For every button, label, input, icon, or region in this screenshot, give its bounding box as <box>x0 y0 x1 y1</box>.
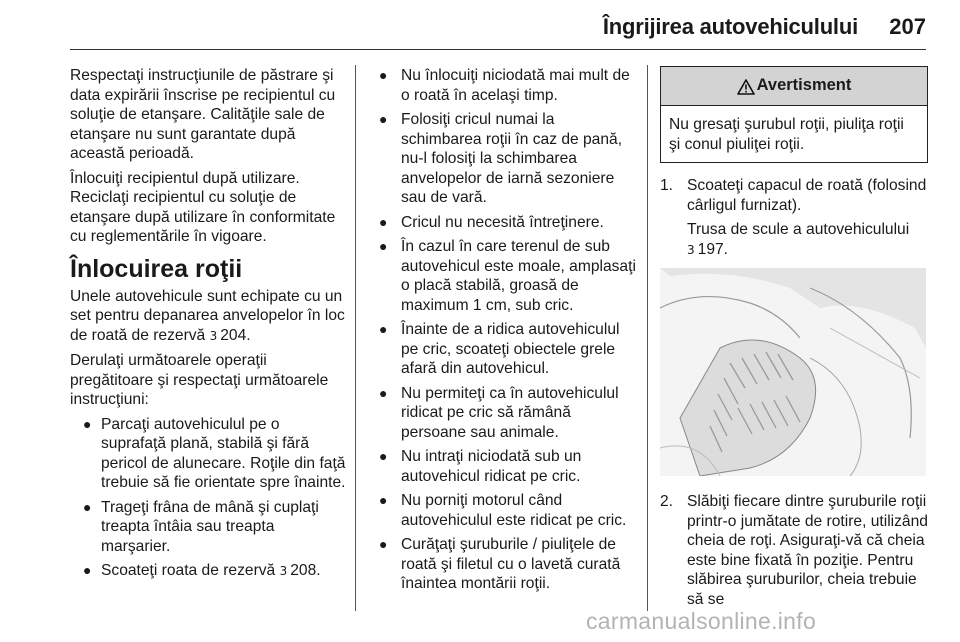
bullet-icon: ● <box>379 111 388 127</box>
page-reference-icon: 3 <box>687 242 695 257</box>
list-item: ● Nu înlocuiţi niciodată mai mult de o roată în acelaşi timp. <box>379 67 630 104</box>
list-item: ● Trageţi frâna de mână şi cuplaţi treapta întâia sau treapta marşarier. <box>83 498 319 555</box>
warning-header <box>661 67 927 106</box>
warning-triangle-icon <box>737 79 755 95</box>
warning-box <box>660 66 928 163</box>
prep-bullet-list <box>70 415 346 582</box>
bullet-icon: ● <box>379 536 388 552</box>
list-item: ● Cricul nu necesită întreţinere. <box>379 213 604 231</box>
list-item: ● Înainte de a ridica autovehiculul pe cric, scoateţi obiectele grele afară din autovehicul. <box>379 321 620 377</box>
column-2 <box>371 66 637 599</box>
watermark: carmanualsonline.info <box>586 608 817 634</box>
bullet-icon: ● <box>379 67 388 83</box>
wheel-drawing <box>660 268 926 476</box>
repair-kit-paragraph <box>70 287 346 347</box>
page-reference-icon: 3 <box>279 564 288 578</box>
bullet-icon: ● <box>83 562 92 578</box>
bullet-icon: ● <box>379 448 388 464</box>
step-text: Slăbiţi fiecare dintre şuruburile roţii printr-o jumătate de rotire, utilizând cheia de roţi. Asiguraţi-vă că cheia este bine fixată în poziţie. Pentru slăbirea şuruburilor, cheia trebuie să se <box>687 493 928 608</box>
bullet-icon: ● <box>83 498 92 515</box>
step-item <box>660 492 928 609</box>
step-text: Scoateţi capacul de roată (folosind cârligul furnizat). <box>687 177 927 214</box>
list-item: ● Nu porniţi motorul când autovehiculul este ridicat pe cric. <box>379 492 627 529</box>
list-item: ● Nu permiteţi ca în autovehiculul ridicat pe cric să rămână persoane sau animale. <box>379 384 619 441</box>
bullet-icon: ● <box>83 415 92 432</box>
section-heading: Înlocuirea roţii <box>70 254 243 283</box>
list-item: ● Folosiţi cricul numai la schimbarea roţii în caz de pană, nu-l folosiţi la schimbarea anvelopelor de iarnă sezoniere sau de vară. <box>379 111 623 206</box>
step-item <box>660 176 928 260</box>
wheel-illustration <box>660 268 926 476</box>
column-3 <box>660 66 928 614</box>
recycle-paragraph: Înlocuiţi recipientul după utilizare. Reciclaţi recipientul cu soluţie de etanşare după utilizare în conformitate cu reglementările în vigoare. <box>70 169 336 245</box>
column-divider-right <box>647 65 648 611</box>
warning-title: Avertisment <box>756 76 852 95</box>
column-1 <box>70 66 346 587</box>
bullet-icon: ● <box>379 321 388 337</box>
steps-list <box>660 176 928 609</box>
bullet-icon: ● <box>379 384 388 401</box>
list-item: ● În cazul în care terenul de sub autovehicul este moale, amplasaţi o placă stabilă, groasă de maximum 1 cm, sub cric. <box>379 238 636 314</box>
page-number: 207 <box>889 14 926 39</box>
bullet-icon: ● <box>379 213 388 230</box>
toolkit-ref[interactable]: 197. <box>697 240 728 258</box>
step-number: 1. <box>660 177 674 194</box>
bullet-icon: ● <box>379 492 388 508</box>
bullet-icon: ● <box>379 238 388 254</box>
prep-intro-paragraph: Derulaţi următoarele operaţii pregătitoare şi respectaţi următoarele instrucţiuni: <box>70 352 329 408</box>
step-number: 2. <box>660 493 674 510</box>
repair-kit-ref[interactable]: 204. <box>220 326 251 344</box>
warning-text: Nu gresaţi şurubul roţii, piuliţa roţii şi conul piuliţei roţii. <box>669 116 904 153</box>
list-item: ● Parcaţi autovehiculul pe o suprafaţă plană, stabilă şi fără pericol de alunecare. Roţile din faţă trebuie să fie orientate spre înainte. <box>83 415 346 491</box>
spare-wheel-ref[interactable]: 208. <box>290 562 321 579</box>
header-rule <box>70 49 926 50</box>
jack-bullet-list <box>371 66 637 594</box>
column-divider-left <box>355 65 356 611</box>
list-item: ● Curăţaţi şuruburile / piuliţele de roată şi filetul cu o lavetă curată înaintea montării roţii. <box>379 536 621 592</box>
storage-paragraph: Respectaţi instrucţiunile de păstrare şi data expirării înscrise pe recipientul cu soluţie de etanşare. Calităţile sale de etanşare nu sunt garantate după această perioadă. <box>70 67 336 162</box>
list-item: ● Nu intraţi niciodată sub un autovehicul ridicat pe cric. <box>379 448 582 485</box>
list-item: ● Scoateţi roata de rezervă 3 208. <box>83 562 321 579</box>
running-header-title: Îngrijirea autovehiculului <box>602 14 858 39</box>
page-reference-icon: 3 <box>209 328 218 343</box>
repair-kit-text: Unele autovehicule sunt echipate cu un set pentru depanarea anvelopelor în loc de roată de rezervă <box>70 287 345 344</box>
step-subtext: Trusa de scule a autovehiculului 3 197. <box>687 221 910 258</box>
